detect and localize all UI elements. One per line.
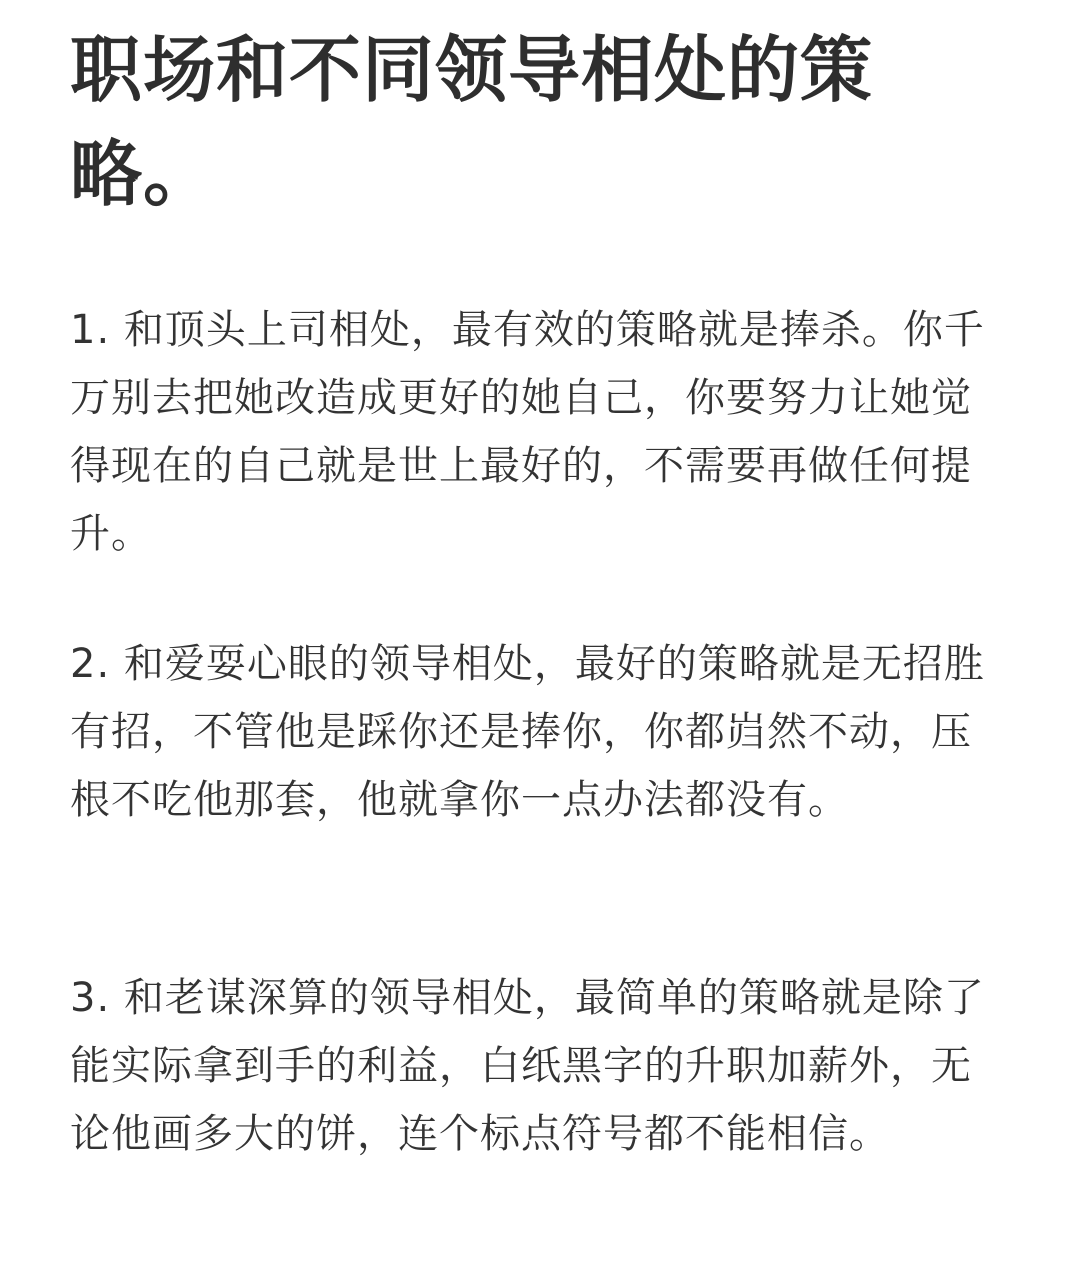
paragraph-3: 3. 和老谋深算的领导相处，最简单的策略就是除了能实际拿到手的利益，白纸黑字的升职加薪外，无论他画多大的饼，连个标点符号都不能相信。 xyxy=(70,975,985,1157)
paragraph-1: 1. 和顶头上司相处，最有效的策略就是捧杀。你千万别去把她改造成更好的她自己，你要努力让她觉得现在的自己就是世上最好的，不需要再做任何提升。 xyxy=(70,307,985,557)
paragraph-2: 2. 和爱耍心眼的领导相处，最好的策略就是无招胜有招，不管他是踩你还是捧你，你都岿然不动，压根不吃他那套，他就拿你一点办法都没有。 xyxy=(70,641,985,823)
page-title: 职场和不同领导相处的策略。 xyxy=(70,28,874,216)
